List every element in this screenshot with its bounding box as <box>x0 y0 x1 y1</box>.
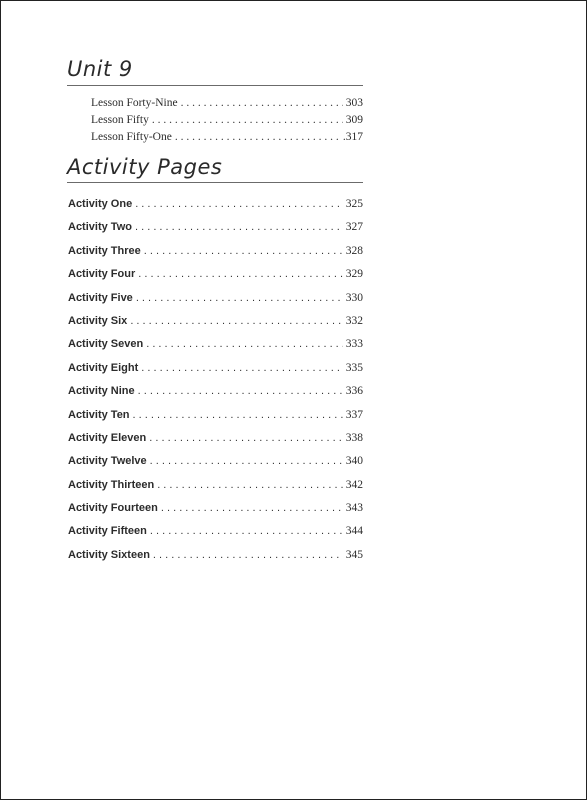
toc-entry-page: 332 <box>345 314 363 327</box>
dot-leader <box>152 112 343 129</box>
toc-entry-activity <box>68 450 363 473</box>
toc-entry-label: Lesson Fifty <box>91 114 149 126</box>
dot-leader <box>161 497 343 520</box>
dot-leader <box>144 240 343 263</box>
toc-entry-page: 333 <box>345 338 363 351</box>
activity-heading-rule <box>67 182 363 183</box>
toc-entry-label: Activity Sixteen <box>68 548 150 561</box>
toc-entry-activity <box>68 193 363 216</box>
toc-entry-page: 303 <box>345 97 363 109</box>
toc-entry-activity <box>68 357 363 380</box>
dot-leader <box>153 544 343 567</box>
toc-entry-page: 325 <box>345 198 363 210</box>
toc-entry-lesson <box>91 129 363 146</box>
lesson-list <box>91 95 363 146</box>
toc-entry-page: .317 <box>342 131 363 143</box>
toc-entry-label: Activity Eight <box>68 361 139 374</box>
toc-entry-page: 330 <box>345 291 363 304</box>
toc-entry-activity <box>68 263 363 286</box>
toc-entry-page: 327 <box>345 221 363 234</box>
toc-entry-label: Activity One <box>68 198 133 210</box>
toc-entry-activity <box>68 287 363 310</box>
dot-leader <box>135 193 343 216</box>
toc-entry-lesson <box>91 112 363 129</box>
dot-leader <box>149 427 342 450</box>
dot-leader <box>150 450 343 473</box>
toc-entry-activity <box>68 333 363 356</box>
toc-entry-activity <box>68 216 363 239</box>
dot-leader <box>150 520 343 543</box>
toc-entry-label: Lesson Forty-Nine <box>91 97 178 109</box>
toc-entry-label: Activity Four <box>68 268 136 281</box>
unit-heading: Unit 9 <box>67 57 133 81</box>
toc-entry-label: Activity Fifteen <box>68 525 147 538</box>
toc-entry-page: 328 <box>345 244 363 257</box>
toc-entry-label: Activity Three <box>68 244 141 257</box>
toc-entry-label: Lesson Fifty-One <box>91 131 172 143</box>
toc-entry-page: 335 <box>345 361 363 374</box>
dot-leader <box>130 310 342 333</box>
toc-entry-page: 344 <box>345 525 363 538</box>
toc-entry-label: Activity Six <box>68 314 128 327</box>
toc-entry-page: 342 <box>345 478 363 491</box>
dot-leader <box>138 380 343 403</box>
toc-entry-activity <box>68 404 363 427</box>
toc-entry-page: 345 <box>345 548 363 561</box>
toc-entry-page: 329 <box>345 268 363 281</box>
toc-entry-activity <box>68 520 363 543</box>
dot-leader <box>138 263 343 286</box>
toc-entry-label: Activity Seven <box>68 338 144 351</box>
toc-entry-activity <box>68 240 363 263</box>
toc-entry-label: Activity Ten <box>68 408 130 421</box>
toc-entry-lesson <box>91 95 363 112</box>
toc-entry-activity <box>68 427 363 450</box>
toc-entry-label: Activity Twelve <box>68 455 147 468</box>
toc-entry-activity <box>68 474 363 497</box>
dot-leader <box>181 95 343 112</box>
toc-entry-activity <box>68 380 363 403</box>
toc-entry-label: Activity Nine <box>68 385 135 398</box>
dot-leader <box>141 357 342 380</box>
toc-entry-activity <box>68 497 363 520</box>
toc-entry-page: 343 <box>345 502 363 515</box>
toc-entry-label: Activity Five <box>68 291 133 304</box>
activity-list <box>68 193 363 567</box>
toc-entry-activity <box>68 544 363 567</box>
toc-entry-activity <box>68 310 363 333</box>
toc-entry-page: 309 <box>345 114 363 126</box>
dot-leader <box>136 287 343 310</box>
toc-entry-page: 340 <box>345 455 363 468</box>
toc-entry-page: 336 <box>345 385 363 398</box>
toc-entry-page: 338 <box>345 431 363 444</box>
dot-leader <box>133 404 343 427</box>
dot-leader <box>135 216 343 239</box>
toc-entry-label: Activity Two <box>68 221 132 234</box>
toc-entry-label: Activity Fourteen <box>68 502 158 515</box>
dot-leader <box>157 474 343 497</box>
toc-entry-label: Activity Thirteen <box>68 478 155 491</box>
toc-entry-page: 337 <box>345 408 363 421</box>
activity-pages-heading: Activity Pages <box>67 155 223 179</box>
dot-leader <box>146 333 343 356</box>
unit-heading-rule <box>67 85 363 86</box>
dot-leader <box>175 129 340 146</box>
toc-entry-label: Activity Eleven <box>68 431 147 444</box>
